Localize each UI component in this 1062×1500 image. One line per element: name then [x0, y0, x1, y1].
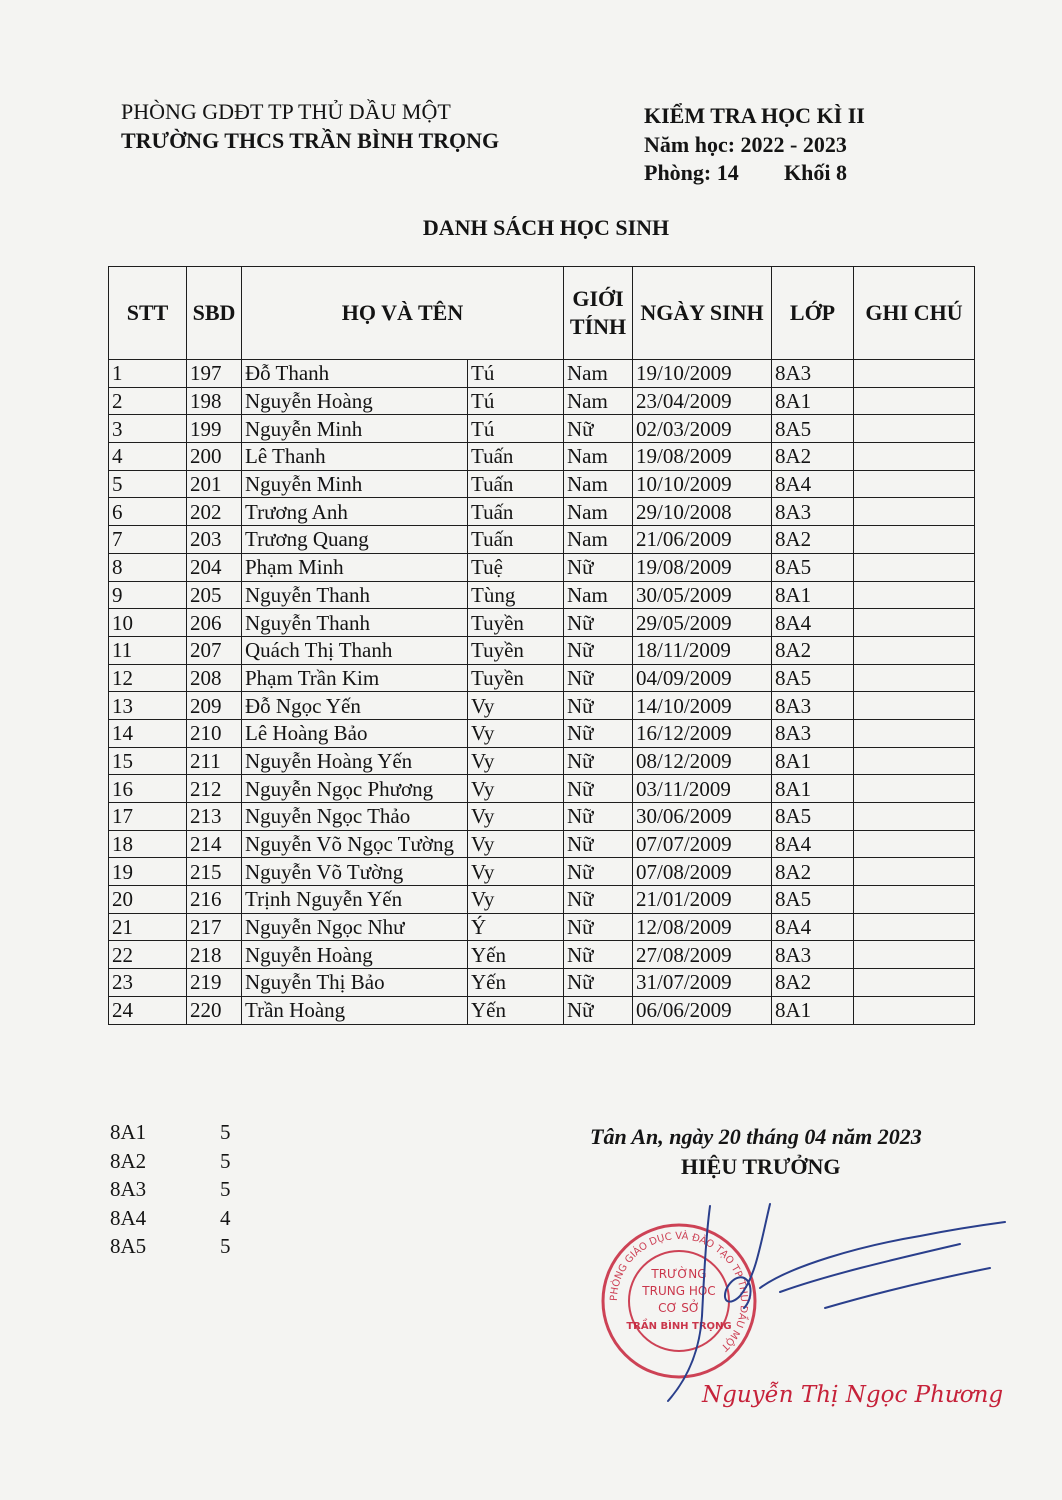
table-row [109, 664, 975, 692]
cell-note [854, 664, 975, 692]
cell-note [854, 415, 975, 443]
cell-first-name: Tú [468, 360, 564, 388]
stamp-ring-text: PHÒNG GIÁO DỤC VÀ ĐÀO TẠO TP THỦ DẦU MỘT [608, 1230, 750, 1353]
cell-dob: 16/12/2009 [633, 719, 772, 747]
cell-note [854, 553, 975, 581]
cell-sbd: 217 [187, 913, 242, 941]
cell-last-name: Nguyễn Ngọc Thảo [242, 803, 468, 831]
cell-note [854, 636, 975, 664]
table-body [109, 360, 975, 1025]
cell-note [854, 360, 975, 388]
cell-sbd: 206 [187, 609, 242, 637]
cell-last-name: Nguyễn Hoàng [242, 387, 468, 415]
summary-class: 8A3 [110, 1177, 147, 1201]
cell-gender: Nam [564, 581, 633, 609]
cell-last-name: Nguyễn Thanh [242, 609, 468, 637]
table-row [109, 443, 975, 471]
table-row [109, 415, 975, 443]
cell-class: 8A5 [772, 415, 854, 443]
cell-stt: 9 [109, 581, 187, 609]
cell-class: 8A1 [772, 747, 854, 775]
cell-stt: 7 [109, 526, 187, 554]
cell-last-name: Trương Quang [242, 526, 468, 554]
cell-note [854, 941, 975, 969]
cell-gender: Nữ [564, 913, 633, 941]
cell-last-name: Phạm Minh [242, 553, 468, 581]
cell-stt: 3 [109, 415, 187, 443]
cell-class: 8A2 [772, 636, 854, 664]
summary-class: 8A4 [110, 1205, 147, 1230]
cell-dob: 29/05/2009 [633, 609, 772, 637]
cell-stt: 8 [109, 553, 187, 581]
cell-note [854, 803, 975, 831]
cell-note [854, 443, 975, 471]
summary-count: 5 [220, 1120, 231, 1144]
cell-dob: 21/06/2009 [633, 526, 772, 554]
cell-stt: 18 [109, 830, 187, 858]
cell-class: 8A2 [772, 526, 854, 554]
cell-first-name: Vy [468, 858, 564, 886]
cell-first-name: Tuấn [468, 526, 564, 554]
cell-stt: 20 [109, 886, 187, 914]
cell-dob: 30/06/2009 [633, 803, 772, 831]
cell-sbd: 218 [187, 941, 242, 969]
cell-gender: Nữ [564, 692, 633, 720]
cell-first-name: Vy [468, 803, 564, 831]
cell-note [854, 886, 975, 914]
cell-note [854, 719, 975, 747]
cell-class: 8A4 [772, 830, 854, 858]
table-row [109, 360, 975, 388]
table-row [109, 609, 975, 637]
stamp-line-1: TRƯỜNG [651, 1267, 707, 1281]
cell-last-name: Nguyễn Ngọc Phương [242, 775, 468, 803]
summary-count: 5 [220, 1234, 231, 1258]
cell-stt: 15 [109, 747, 187, 775]
stamp-line-4: TRẦN BÌNH TRỌNG [626, 1321, 732, 1332]
cell-first-name: Tuấn [468, 470, 564, 498]
cell-class: 8A2 [772, 969, 854, 997]
department-name: PHÒNG GDĐT TP THỦ DẦU MỘT [121, 99, 451, 124]
table-row [109, 636, 975, 664]
cell-note [854, 581, 975, 609]
cell-first-name: Yến [468, 969, 564, 997]
cell-last-name: Nguyễn Võ Tường [242, 858, 468, 886]
place-date: Tân An, ngày 20 tháng 04 năm 2023 [590, 1124, 922, 1149]
cell-gender: Nữ [564, 775, 633, 803]
cell-gender: Nam [564, 470, 633, 498]
school-name: TRƯỜNG THCS TRẦN BÌNH TRỌNG [121, 128, 500, 153]
cell-sbd: 197 [187, 360, 242, 388]
table-row [109, 692, 975, 720]
cell-first-name: Yến [468, 996, 564, 1024]
cell-class: 8A5 [772, 803, 854, 831]
room-number: Phòng: 14 [644, 160, 739, 185]
cell-class: 8A5 [772, 553, 854, 581]
summary-count: 4 [220, 1205, 231, 1230]
cell-gender: Nữ [564, 803, 633, 831]
cell-class: 8A5 [772, 664, 854, 692]
document-title: DANH SÁCH HỌC SINH [422, 215, 670, 240]
cell-stt: 10 [109, 609, 187, 637]
cell-stt: 22 [109, 941, 187, 969]
cell-sbd: 203 [187, 526, 242, 554]
cell-class: 8A2 [772, 858, 854, 886]
cell-last-name: Đỗ Ngọc Yến [242, 692, 468, 720]
cell-note [854, 387, 975, 415]
cell-dob: 23/04/2009 [633, 387, 772, 415]
cell-sbd: 201 [187, 470, 242, 498]
table-row [109, 858, 975, 886]
signature-strokes-icon [660, 1196, 1010, 1406]
cell-sbd: 204 [187, 553, 242, 581]
cell-stt: 2 [109, 387, 187, 415]
cell-stt: 23 [109, 969, 187, 997]
cell-last-name: Lê Thanh [242, 443, 468, 471]
cell-first-name: Vy [468, 830, 564, 858]
cell-first-name: Tuyền [468, 609, 564, 637]
table-row [109, 387, 975, 415]
cell-sbd: 210 [187, 719, 242, 747]
cell-last-name: Nguyễn Võ Ngọc Tường [242, 830, 468, 858]
cell-sbd: 220 [187, 996, 242, 1024]
table-row [109, 775, 975, 803]
cell-dob: 19/08/2009 [633, 553, 772, 581]
cell-last-name: Trịnh Nguyễn Yến [242, 886, 468, 914]
cell-note [854, 858, 975, 886]
cell-dob: 04/09/2009 [633, 664, 772, 692]
table-row [109, 913, 975, 941]
cell-class: 8A1 [772, 581, 854, 609]
table-row [109, 470, 975, 498]
cell-sbd: 213 [187, 803, 242, 831]
cell-first-name: Tuyền [468, 664, 564, 692]
cell-sbd: 212 [187, 775, 242, 803]
cell-class: 8A4 [772, 913, 854, 941]
cell-sbd: 208 [187, 664, 242, 692]
table-header-row [109, 267, 975, 360]
cell-dob: 06/06/2009 [633, 996, 772, 1024]
cell-last-name: Nguyễn Minh [242, 470, 468, 498]
cell-dob: 02/03/2009 [633, 415, 772, 443]
cell-sbd: 209 [187, 692, 242, 720]
summary-count: 5 [220, 1177, 231, 1201]
cell-first-name: Tú [468, 415, 564, 443]
cell-stt: 5 [109, 470, 187, 498]
cell-first-name: Tú [468, 387, 564, 415]
cell-gender: Nữ [564, 747, 633, 775]
cell-gender: Nam [564, 360, 633, 388]
cell-first-name: Yến [468, 941, 564, 969]
cell-class: 8A3 [772, 498, 854, 526]
cell-stt: 11 [109, 636, 187, 664]
cell-sbd: 219 [187, 969, 242, 997]
cell-gender: Nam [564, 443, 633, 471]
cell-first-name: Vy [468, 775, 564, 803]
cell-sbd: 205 [187, 581, 242, 609]
summary-count: 5 [220, 1148, 231, 1173]
cell-first-name: Vy [468, 886, 564, 914]
cell-last-name: Nguyễn Thị Bảo [242, 969, 468, 997]
cell-last-name: Lê Hoàng Bảo [242, 719, 468, 747]
table-row [109, 803, 975, 831]
cell-sbd: 200 [187, 443, 242, 471]
cell-gender: Nữ [564, 996, 633, 1024]
cell-sbd: 202 [187, 498, 242, 526]
cell-stt: 19 [109, 858, 187, 886]
cell-stt: 16 [109, 775, 187, 803]
cell-sbd: 207 [187, 636, 242, 664]
cell-first-name: Vy [468, 747, 564, 775]
cell-dob: 19/10/2009 [633, 360, 772, 388]
cell-last-name: Trần Hoàng [242, 996, 468, 1024]
cell-gender: Nữ [564, 609, 633, 637]
header-gender-line1: GIỚI [572, 286, 624, 311]
cell-note [854, 913, 975, 941]
cell-class: 8A2 [772, 443, 854, 471]
table-row [109, 886, 975, 914]
cell-gender: Nữ [564, 830, 633, 858]
summary-class: 8A5 [110, 1234, 147, 1258]
cell-dob: 30/05/2009 [633, 581, 772, 609]
cell-class: 8A1 [772, 996, 854, 1024]
cell-gender: Nam [564, 387, 633, 415]
student-table [108, 266, 975, 1025]
cell-last-name: Đỗ Thanh [242, 360, 468, 388]
cell-first-name: Vy [468, 692, 564, 720]
cell-last-name: Quách Thị Thanh [242, 636, 468, 664]
table-row [109, 996, 975, 1024]
cell-first-name: Tùng [468, 581, 564, 609]
cell-class: 8A4 [772, 470, 854, 498]
cell-dob: 12/08/2009 [633, 913, 772, 941]
cell-note [854, 830, 975, 858]
cell-sbd: 215 [187, 858, 242, 886]
cell-dob: 08/12/2009 [633, 747, 772, 775]
cell-last-name: Phạm Trần Kim [242, 664, 468, 692]
cell-last-name: Nguyễn Ngọc Như [242, 913, 468, 941]
table-row [109, 830, 975, 858]
cell-gender: Nam [564, 526, 633, 554]
cell-stt: 21 [109, 913, 187, 941]
cell-class: 8A3 [772, 360, 854, 388]
cell-dob: 19/08/2009 [633, 443, 772, 471]
summary-class: 8A2 [110, 1148, 147, 1173]
cell-stt: 14 [109, 719, 187, 747]
cell-class: 8A4 [772, 609, 854, 637]
cell-dob: 10/10/2009 [633, 470, 772, 498]
cell-class: 8A5 [772, 886, 854, 914]
cell-class: 8A3 [772, 941, 854, 969]
cell-note [854, 526, 975, 554]
header-class: LỚP [772, 267, 854, 360]
header-note: GHI CHÚ [854, 267, 975, 360]
cell-gender: Nữ [564, 664, 633, 692]
table-row [109, 526, 975, 554]
table-row [109, 553, 975, 581]
cell-first-name: Tuấn [468, 498, 564, 526]
cell-class: 8A3 [772, 719, 854, 747]
stamp-line-2: TRUNG HỌC [642, 1284, 716, 1298]
cell-gender: Nữ [564, 886, 633, 914]
cell-note [854, 969, 975, 997]
cell-sbd: 216 [187, 886, 242, 914]
cell-gender: Nữ [564, 969, 633, 997]
cell-last-name: Nguyễn Hoàng Yến [242, 747, 468, 775]
cell-first-name: Tuệ [468, 553, 564, 581]
cell-stt: 6 [109, 498, 187, 526]
cell-first-name: Ý [468, 913, 564, 941]
cell-sbd: 214 [187, 830, 242, 858]
cell-stt: 1 [109, 360, 187, 388]
school-year: Năm học: 2022 - 2023 [644, 132, 847, 157]
exam-title: KIỂM TRA HỌC KÌ II [644, 103, 865, 128]
cell-gender: Nữ [564, 415, 633, 443]
cell-gender: Nữ [564, 858, 633, 886]
table-row [109, 498, 975, 526]
cell-note [854, 747, 975, 775]
cell-stt: 13 [109, 692, 187, 720]
cell-dob: 07/07/2009 [633, 830, 772, 858]
cell-note [854, 775, 975, 803]
principal-title: HIỆU TRƯỞNG [681, 1154, 841, 1179]
grade-level: Khối 8 [784, 160, 847, 185]
cell-last-name: Nguyễn Thanh [242, 581, 468, 609]
cell-dob: 18/11/2009 [633, 636, 772, 664]
header-dob: NGÀY SINH [633, 267, 772, 360]
cell-first-name: Tuyền [468, 636, 564, 664]
cell-sbd: 211 [187, 747, 242, 775]
stamp-line-3: CƠ SỞ [658, 1301, 700, 1315]
cell-class: 8A1 [772, 387, 854, 415]
table-row [109, 719, 975, 747]
cell-stt: 12 [109, 664, 187, 692]
cell-dob: 21/01/2009 [633, 886, 772, 914]
cell-note [854, 498, 975, 526]
cell-gender: Nữ [564, 719, 633, 747]
cell-dob: 29/10/2008 [633, 498, 772, 526]
cell-gender: Nam [564, 498, 633, 526]
cell-stt: 24 [109, 996, 187, 1024]
cell-first-name: Vy [468, 719, 564, 747]
cell-note [854, 609, 975, 637]
header-sbd: SBD [187, 267, 242, 360]
header-name: HỌ VÀ TÊN [242, 267, 564, 360]
table-row [109, 969, 975, 997]
cell-note [854, 996, 975, 1024]
cell-class: 8A3 [772, 692, 854, 720]
cell-dob: 14/10/2009 [633, 692, 772, 720]
cell-stt: 17 [109, 803, 187, 831]
cell-gender: Nữ [564, 941, 633, 969]
table-row [109, 747, 975, 775]
table-row [109, 581, 975, 609]
cell-note [854, 470, 975, 498]
cell-class: 8A1 [772, 775, 854, 803]
cell-dob: 31/07/2009 [633, 969, 772, 997]
cell-last-name: Nguyễn Minh [242, 415, 468, 443]
header-gender-line2: TÍNH [569, 314, 627, 339]
cell-stt: 4 [109, 443, 187, 471]
cell-last-name: Trương Anh [242, 498, 468, 526]
cell-sbd: 199 [187, 415, 242, 443]
cell-last-name: Nguyễn Hoàng [242, 941, 468, 969]
table-row [109, 941, 975, 969]
cell-first-name: Tuấn [468, 443, 564, 471]
cell-gender: Nữ [564, 553, 633, 581]
summary-class: 8A1 [110, 1120, 147, 1144]
cell-note [854, 692, 975, 720]
principal-name: Nguyễn Thị Ngọc Phương [702, 1382, 1004, 1408]
cell-sbd: 198 [187, 387, 242, 415]
cell-dob: 27/08/2009 [633, 941, 772, 969]
header-gender [564, 267, 633, 360]
header-stt: STT [109, 267, 187, 360]
cell-dob: 03/11/2009 [633, 775, 772, 803]
cell-gender: Nữ [564, 636, 633, 664]
cell-dob: 07/08/2009 [633, 858, 772, 886]
